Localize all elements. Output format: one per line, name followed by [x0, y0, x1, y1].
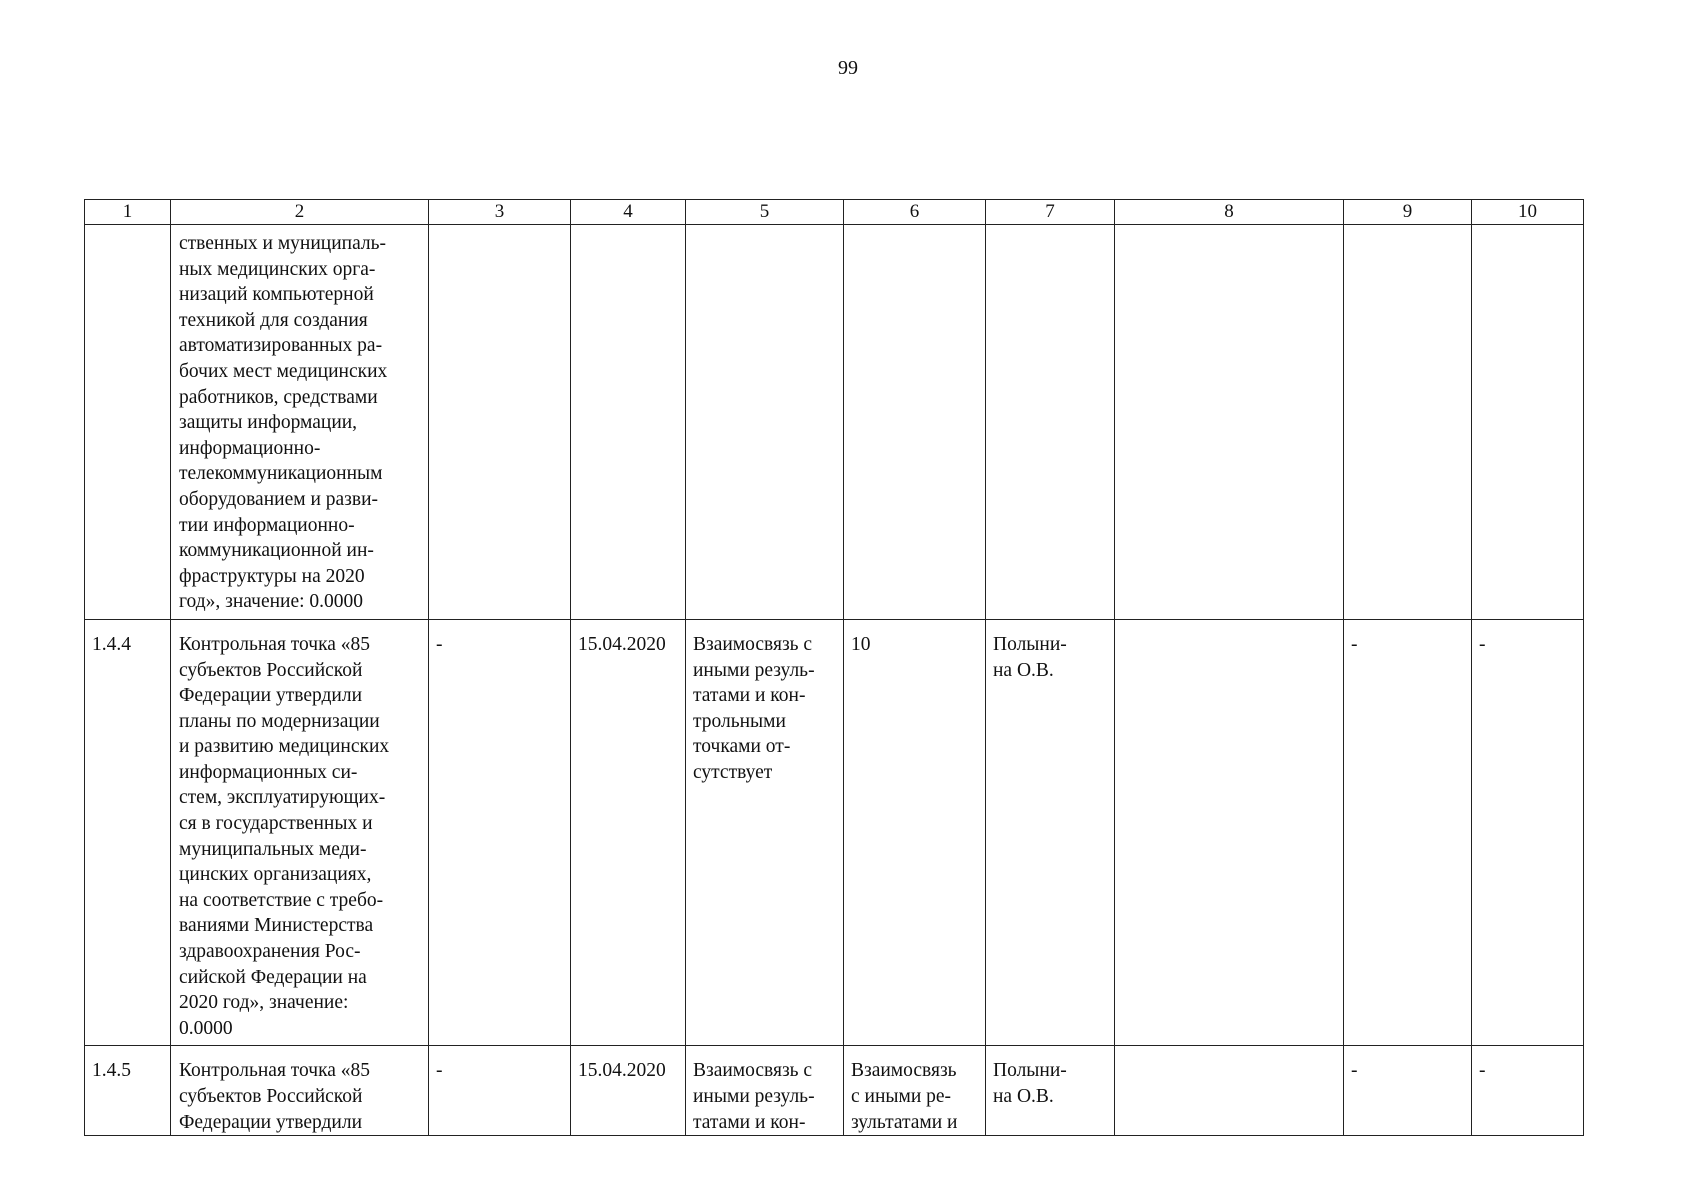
table-cell: Контрольная точка «85 субъектов Российской Федерации утвердили планы по модернизации и развитию медицинских информационных си- стем, эксплуатирующих- ся в государственных и муниципальных меди- цинских организациях, на соответствие с требо- ваниями Министерства здравоохранения Рос- сийской Федерации на 2020 год», значение: 0.0000	[171, 619, 429, 1046]
column-header: 7	[986, 200, 1115, 225]
table-cell: 15.04.2020	[571, 1046, 686, 1136]
table-cell: Взаимосвязь с иными резуль- татами и кон-	[686, 1046, 844, 1136]
table-cell	[85, 225, 171, 620]
table-cell: Полыни- на О.В.	[986, 1046, 1115, 1136]
table-row	[85, 619, 1584, 1046]
table-row	[85, 1046, 1584, 1136]
column-header: 2	[171, 200, 429, 225]
page-number: 99	[838, 57, 858, 79]
table-cell: 1.4.4	[85, 619, 171, 1046]
column-header: 1	[85, 200, 171, 225]
table-cell: -	[1344, 619, 1472, 1046]
column-header: 6	[844, 200, 986, 225]
column-header: 9	[1344, 200, 1472, 225]
table-cell: 10	[844, 619, 986, 1046]
table-cell	[1115, 1046, 1344, 1136]
column-header: 8	[1115, 200, 1344, 225]
table-cell	[686, 225, 844, 620]
table-cell: 1.4.5	[85, 1046, 171, 1136]
table-cell: -	[1472, 1046, 1584, 1136]
table-cell: Взаимосвязь с иными ре- зультатами и	[844, 1046, 986, 1136]
table-cell: -	[429, 619, 571, 1046]
column-header: 5	[686, 200, 844, 225]
table-cell	[1115, 619, 1344, 1046]
table-cell: -	[1344, 1046, 1472, 1136]
table-cell	[429, 225, 571, 620]
table-cell	[571, 225, 686, 620]
table-cell: Взаимосвязь с иными резуль- татами и кон- трольными точками от- сутствует	[686, 619, 844, 1046]
column-header: 10	[1472, 200, 1584, 225]
table-cell	[1344, 225, 1472, 620]
table-row	[85, 225, 1584, 620]
column-header: 3	[429, 200, 571, 225]
table-cell	[844, 225, 986, 620]
table-cell	[986, 225, 1115, 620]
column-header: 4	[571, 200, 686, 225]
table-cell: -	[1472, 619, 1584, 1046]
header-row	[85, 200, 1584, 225]
table-cell: 15.04.2020	[571, 619, 686, 1046]
table-cell	[1472, 225, 1584, 620]
table-cell: Контрольная точка «85 субъектов Российской Федерации утвердили	[171, 1046, 429, 1136]
table-cell: ственных и муниципаль- ных медицинских орга- низаций компьютерной техникой для создания автоматизированных ра- бочих мест медицинских работников, средствами защиты информации, информационно- телекоммуникационным оборудованием и разви- тии информационно- коммуникационной ин- фраструктуры на 2020 год», значение: 0.0000	[171, 225, 429, 620]
document-table	[84, 199, 1584, 1136]
table-cell: -	[429, 1046, 571, 1136]
table-cell	[1115, 225, 1344, 620]
table-cell: Полыни- на О.В.	[986, 619, 1115, 1046]
